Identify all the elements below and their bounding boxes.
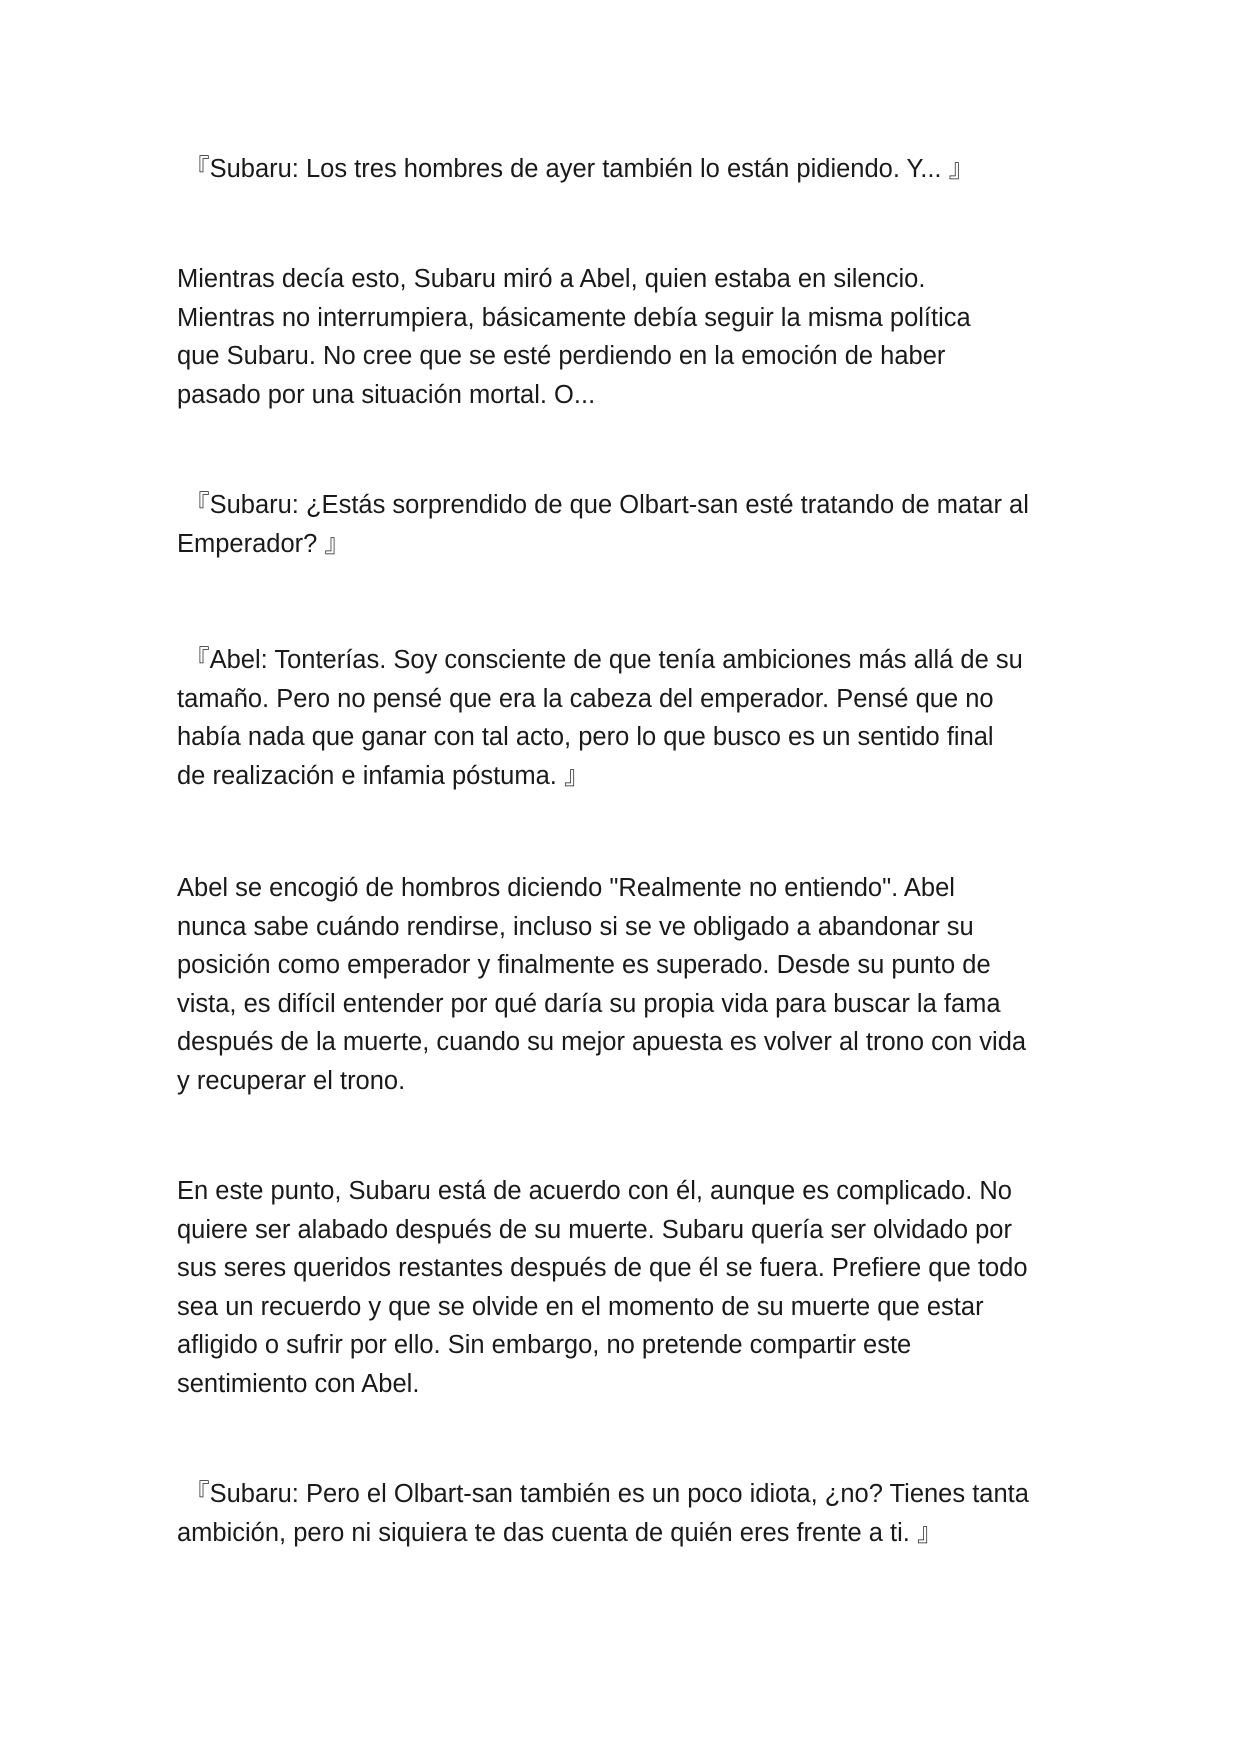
dialogue-paragraph: 『Subaru: Los tres hombres de ayer también lo están pidiendo. Y... 』 xyxy=(177,155,975,183)
narration-paragraph: Mientras decía esto, Subaru miró a Abel, quien estaba en silencio. Mientras no interrumpiera, básicamente debía seguir la misma política que Subaru. No cree que se esté perdiendo en la emoción de haber pasado por una situación mortal. O... xyxy=(177,265,971,409)
dialogue-paragraph: 『Abel: Tonterías. Soy consciente de que tenía ambiciones más allá de su tamaño. Pero no pensé que era la cabeza del emperador. Pensé que no había nada que ganar con tal acto, pero lo que busco es un sentido final de realización e infamia póstuma. 』 xyxy=(177,646,1023,790)
dialogue-paragraph: 『Subaru: ¿Estás sorprendido de que Olbart-san esté tratando de matar al Emperador? 』 xyxy=(177,491,1029,558)
dialogue-paragraph: 『Subaru: Pero el Olbart-san también es un poco idiota, ¿no? Tienes tanta ambición, pero ni siquiera te das cuenta de quién eres frente a ti. 』 xyxy=(177,1480,1029,1547)
narration-paragraph: Abel se encogió de hombros diciendo "Realmente no entiendo". Abel nunca sabe cuándo rendirse, incluso si se ve obligado a abandonar su posición como emperador y finalmente es superado. Desde su punto de vista, es difícil entender por qué daría su propia vida para buscar la fama después de la muerte, cuando su mejor apuesta es volver al trono con vida y recuperar el trono. xyxy=(177,874,1027,1095)
narration-paragraph: En este punto, Subaru está de acuerdo con él, aunque es complicado. No quiere ser alabado después de su muerte. Subaru quería ser olvidado por sus seres queridos restantes después de que él se fuera. Prefiere que todo sea un recuerdo y que se olvide en el momento de su muerte que estar afligido o sufrir por ello. Sin embargo, no pretende compartir este sentimiento con Abel. xyxy=(177,1177,1028,1398)
